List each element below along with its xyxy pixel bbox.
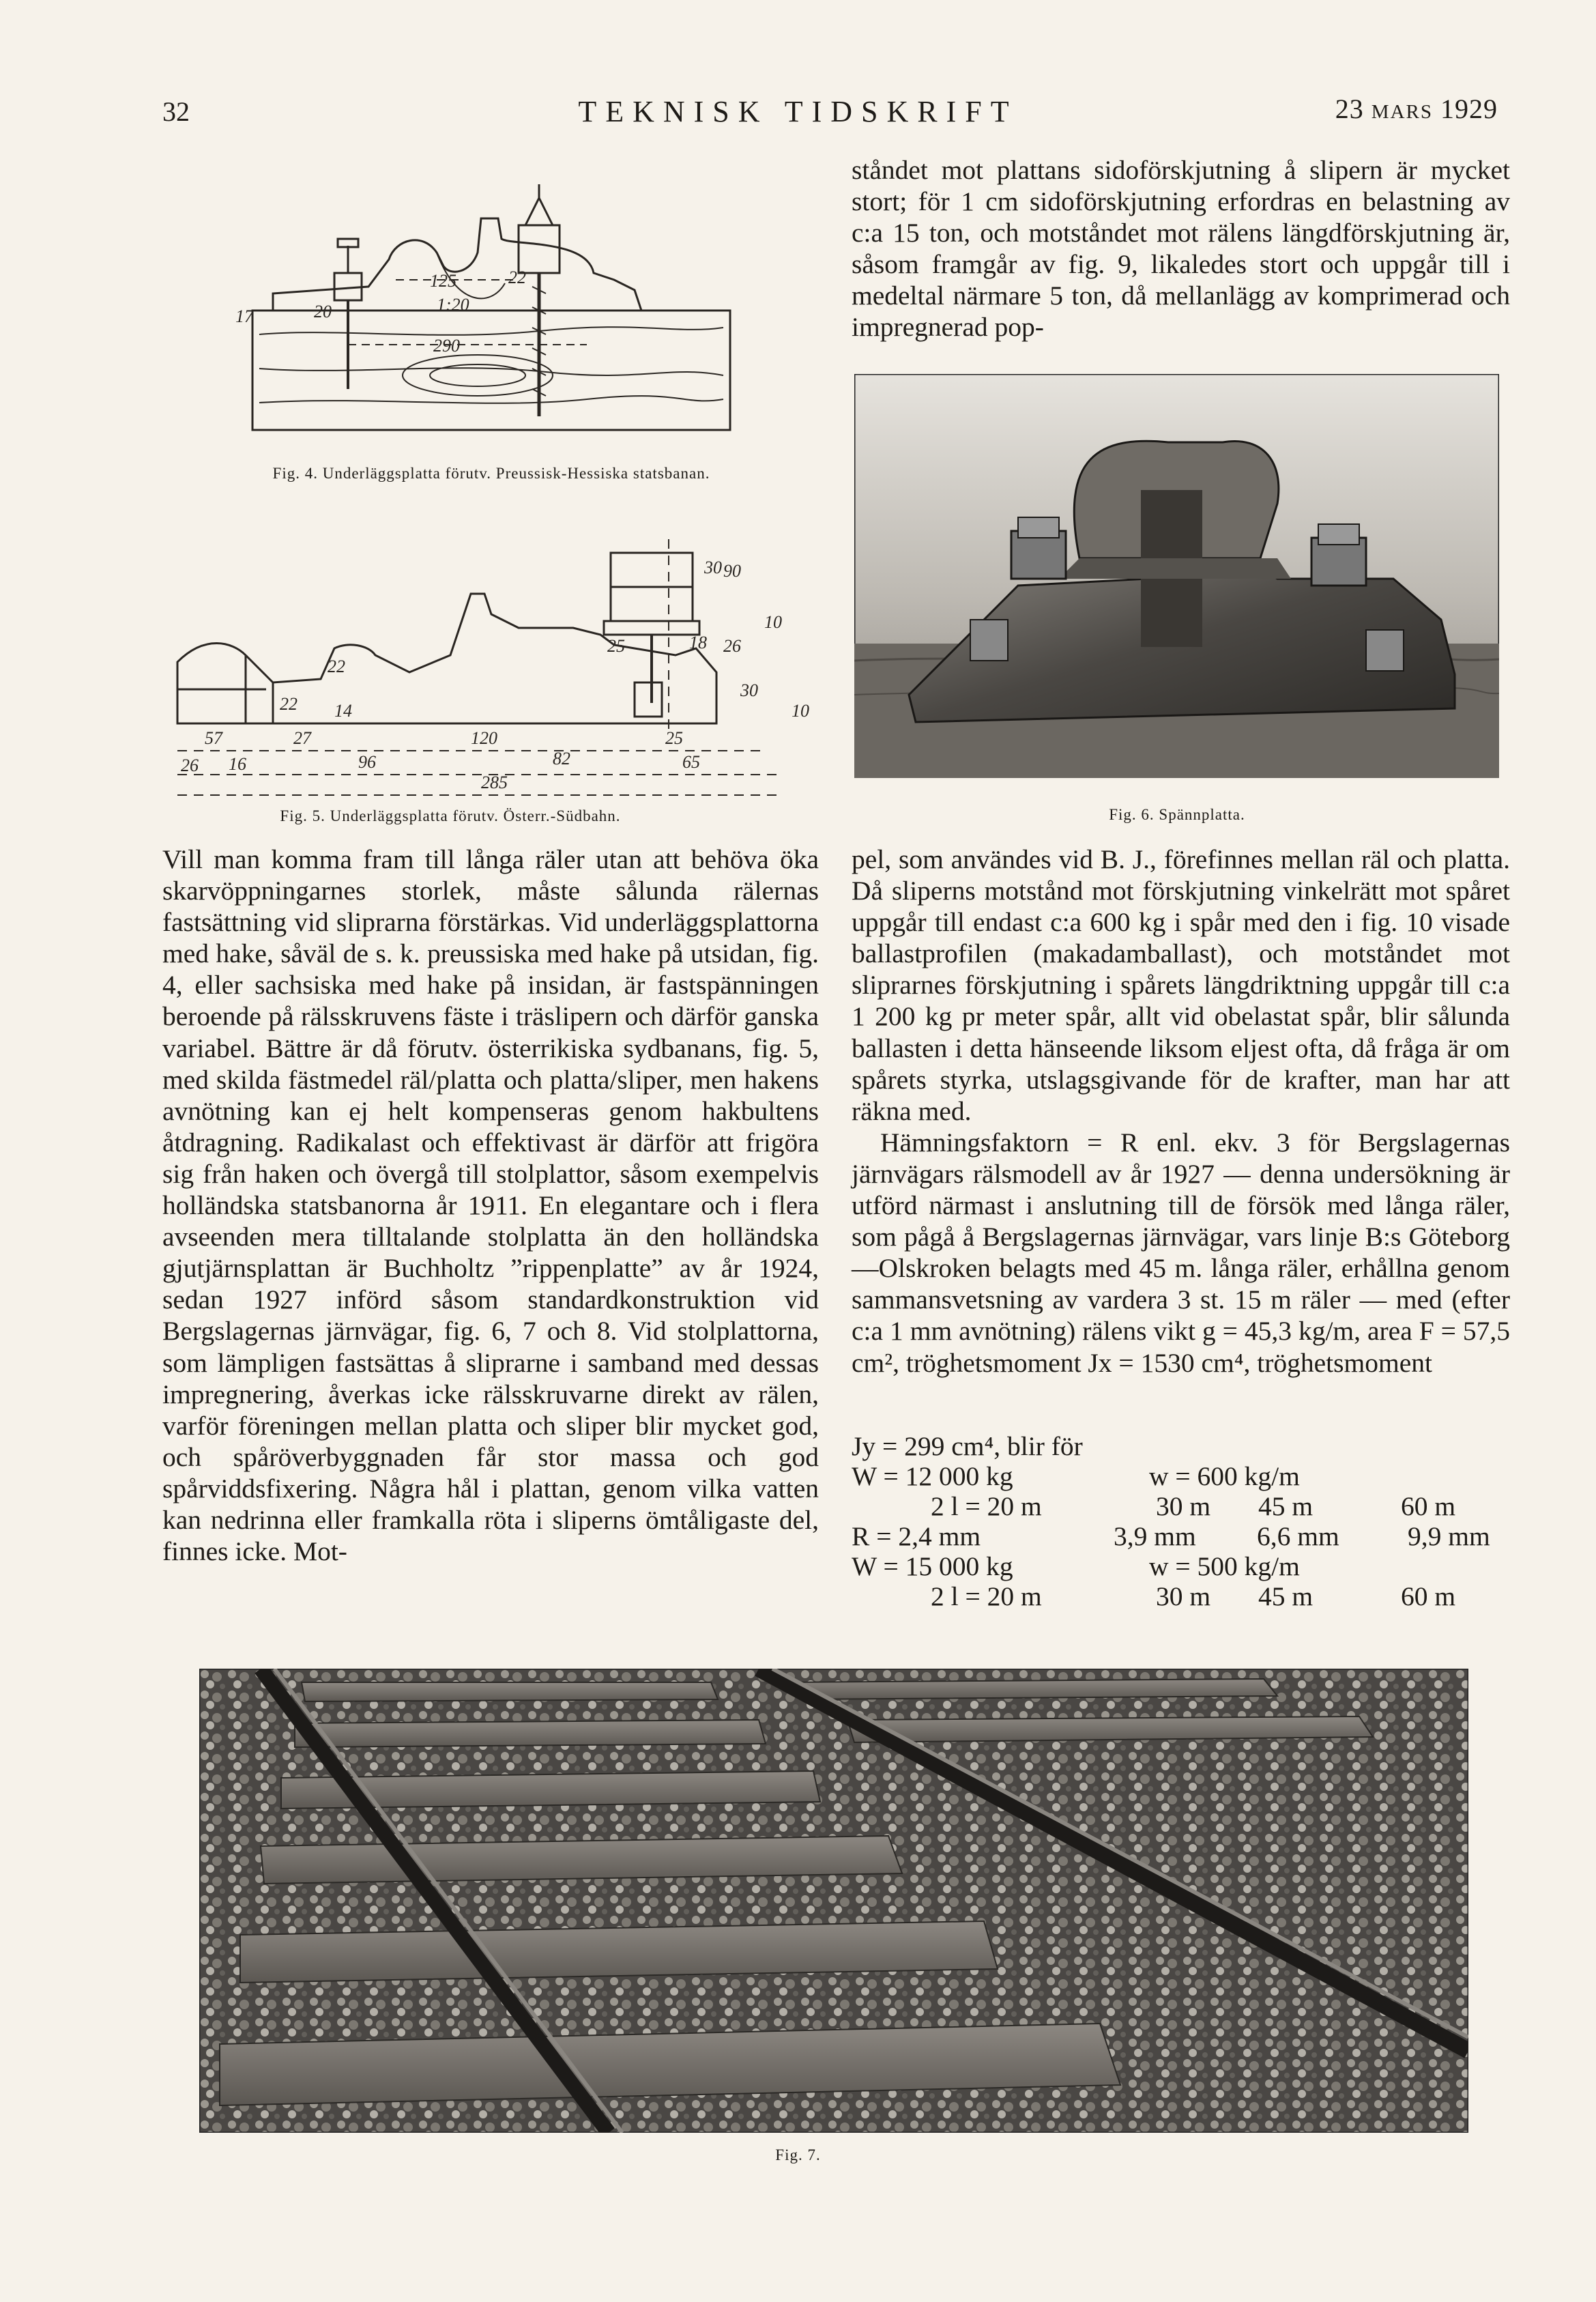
equation-length: 60 m: [1401, 1491, 1456, 1521]
equation-length: 30 m: [1156, 1491, 1211, 1521]
fig5-dim: 82: [553, 749, 570, 768]
fig4-dim-290: 290: [433, 336, 460, 356]
fig5-dim: 26: [181, 756, 199, 775]
equation-jy: Jy = 299 cm⁴, blir för: [852, 1431, 1083, 1461]
fig4-dim-125: 125: [430, 271, 456, 291]
fig5-dim: 10: [792, 701, 809, 721]
equation-table: [852, 1431, 1510, 1622]
fig5-dim: 120: [471, 728, 497, 748]
equation-R-value: 3,9 mm: [1114, 1521, 1196, 1551]
fig5-dim: 25: [665, 728, 683, 748]
date-day: 23: [1335, 93, 1364, 124]
page-number: 32: [162, 96, 190, 127]
equation-W-12000: W = 12 000 kg: [852, 1461, 1013, 1491]
equation-w-500: w = 500 kg/m: [1149, 1551, 1300, 1581]
paragraph: Hämningsfaktorn = R enl. ekv. 3 för Bergslagernas järnvägars rälsmodell av år 1927 — denna undersökning är utförd närmast i anslutning till de försök med långa räler, som pågå å Bergslagernas järnvägar, vars linje B:s Göteborg—Olskroken belagts med 45 m. långa räler, erhållna genom sammansvetsning av vardera 3 st. 15 m räler — med (efter c:a 1 mm avnötning) rälens vikt g = 45,3 kg/m, area F = 57,5 cm², tröghetsmoment Jx = 1530 cm⁴, tröghetsmoment: [852, 1127, 1510, 1378]
fig5-caption: Fig. 5. Underläggsplatta förutv. Österr.-Südbahn.: [280, 807, 621, 824]
equation-W-15000: W = 15 000 kg: [852, 1551, 1013, 1581]
equation-length: 2 l = 20 m: [931, 1581, 1042, 1611]
fig5-dim: 30: [704, 558, 722, 577]
fig5-dim: 14: [334, 701, 352, 721]
equation-length: 45 m: [1258, 1581, 1314, 1611]
fig5-dim: 96: [358, 752, 376, 772]
fig5-dim: 90: [723, 561, 741, 581]
paragraph: ståndet mot plattans sidoförskjutning å slipern är mycket stort; för 1 cm sidoförskjutning erfordras en belastning av c:a 15 ton, och motståndet mot rälens längdförskjutning är, såsom framgår av fig. 9, likaledes stort och uppgår till i medeltal närmare 5 ton, då mellanlägg av komprimerad och impregnerad pop-: [852, 155, 1510, 343]
fig5-dim: 26: [723, 636, 741, 656]
issue-date: [1335, 93, 1498, 125]
equation-R-value: R = 2,4 mm: [852, 1521, 981, 1551]
fig4-dim-ratio: 1:20: [437, 295, 469, 315]
left-column-text: [162, 844, 819, 1567]
fig5-dim: 27: [293, 728, 311, 748]
fig5-dim: 65: [682, 752, 700, 772]
paragraph: pel, som användes vid B. J., förefinnes mellan räl och platta. Då sliperns motstånd mot förskjutning vinkelrätt mot spåret uppgår till endast c:a 600 kg i spår med den i fig. 10 visade ballastprofilen (makadamballast), och motståndet mot sliprarnes förskjutning i spårets längdriktning uppgår till c:a 1 200 kg pr meter spår, allt vid obelastat spår, blir sålunda ballasten i detta hänseende liksom eljest ofta, då fråga är om spårets styrka, utslagsgivande för de krafter, man har att räkna med.: [852, 844, 1510, 1126]
date-year: 1929: [1440, 93, 1498, 124]
fig5-dim: 10: [764, 612, 782, 632]
right-column-text: [852, 844, 1510, 1379]
fig5-dim: 57: [205, 728, 222, 748]
equation-length: 30 m: [1156, 1581, 1211, 1611]
fig6-caption: Fig. 6. Spännplatta.: [1109, 806, 1245, 823]
equation-R-value: 6,6 mm: [1257, 1521, 1339, 1551]
fig4-caption: Fig. 4. Underläggsplatta förutv. Preussisk-Hessiska statsbanan.: [272, 465, 710, 482]
equation-w-600: w = 600 kg/m: [1149, 1461, 1300, 1491]
equation-R-value: 9,9 mm: [1408, 1521, 1490, 1551]
fig4-dim-22: 22: [508, 268, 526, 287]
fig7-caption: Fig. 7.: [775, 2146, 821, 2163]
equation-length: 60 m: [1401, 1581, 1456, 1611]
fig5-dim: 18: [689, 633, 707, 652]
fig4-dim-17: 17: [235, 306, 253, 326]
fig5-bolt: [604, 553, 699, 717]
fig4-sleeper: [252, 311, 730, 430]
fig5-dim: 22: [328, 657, 345, 676]
equation-length: 2 l = 20 m: [931, 1491, 1042, 1521]
fig7-photo: [199, 1669, 1468, 2133]
fig6-photo: [854, 374, 1499, 778]
fig5-dim: 285: [481, 773, 508, 792]
paragraph: Vill man komma fram till långa räler utan att behöva öka skarvöppningarnes storlek, måste sålunda rälernas fastsättning vid sliprarna förstärkas. Vid underläggsplattorna med hake, såväl de s. k. preussiska med hake på utsidan, fig. 4, eller sachsiska med hake på insidan, är fastspänningen beroende på rälsskruvens fäste i träslipern och därför ganska variabel. Bättre är då förutv. österrikiska sydbanans, fig. 5, med skilda fästmedel räl/platta och platta/sliper, men hakens avnötning kan ej helt kompenseras genom hakbultens åtdragning. Radikalast och effektivast är därför att frigöra sig från haken och övergå till stolplattor, såsom exempelvis holländska statsbanorna år 1911. En elegantare och i flera avseenden mera tilltalande stolplatta än den holländska gjutjärnsplattan är Buchholtz ”rippenplatte” av år 1924, sedan 1927 införd såsom standardkonstruktion vid Bergslagernas järnvägar, fig. 6, 7 och 8. Vid stolplattorna, som lämpligen fastsättas å sliprarne i samband med dessas impregnering, åverkas icke rälsskruvarne direkt av rälen, varför föreningen mellan platta och sliper blir mycket god, och spåröverbyggnaden får stor massa och god spårviddsfixering. Några hål i plattan, genom vilka vatten kan nedrinna eller framkalla röta i sliperns ömtåligaste del, finnes icke. Mot-: [162, 844, 819, 1567]
journal-title: TEKNISK TIDSKRIFT: [578, 95, 1018, 128]
fig4-drawing: [232, 171, 751, 444]
fig5-dim: 30: [740, 680, 758, 700]
date-month: MARS: [1371, 101, 1433, 123]
fig5-dim: 16: [229, 754, 246, 774]
fig4-dim-20: 20: [314, 302, 332, 321]
equation-length: 45 m: [1258, 1491, 1314, 1521]
fig5-dim: 25: [607, 636, 625, 656]
right-top-paragraph: [852, 154, 1510, 343]
fig5-dim: 22: [280, 694, 298, 714]
fig5-drawing: [164, 526, 832, 798]
